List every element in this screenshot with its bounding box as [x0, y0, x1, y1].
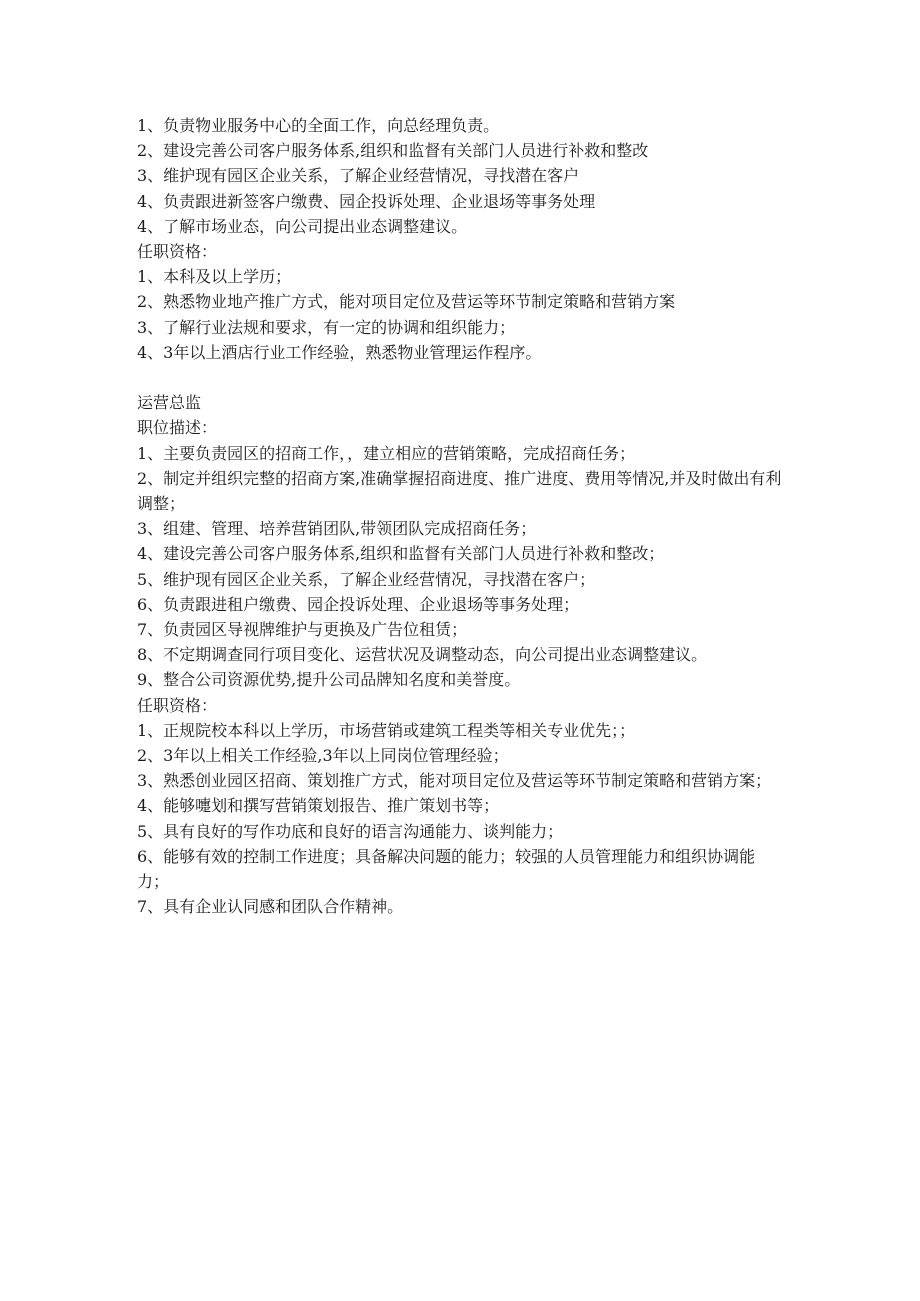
qualification-line: 2、3年以上相关工作经验,3年以上同岗位管理经验； — [137, 746, 509, 766]
duty-line: 3、组建、管理、培养营销团队,带领团队完成招商任务； — [137, 519, 537, 539]
duty-line: 2、建设完善公司客户服务体系,组织和监督有关部门人员进行补救和整改 — [137, 141, 649, 161]
qualification-line: 1、本科及以上学历； — [137, 267, 292, 287]
duty-line: 4、建设完善公司客户服务体系,组织和监督有关部门人员进行补救和整改； — [137, 544, 665, 564]
document-body — [137, 113, 787, 919]
qualification-line: 5、具有良好的写作功底和良好的语言沟通能力、谈判能力； — [137, 821, 564, 841]
section-spacer — [137, 365, 787, 390]
qualification-line: 3、熟悉创业园区招商、策划推广方式，能对项目定位及营运等环节制定策略和营销方案； — [137, 771, 772, 791]
qualification-line: 3、了解行业法规和要求，有一定的协调和组织能力； — [137, 317, 516, 337]
duty-line: 8、不定期调查同行项目变化、运营状况及调整动态，向公司提出业态调整建议。 — [137, 645, 708, 665]
qualifications-heading: 任职资格： — [137, 695, 218, 715]
duty-line: 1、负责物业服务中心的全面工作，向总经理负责。 — [137, 116, 500, 135]
qualification-line: 4、3年以上酒店行业工作经验，熟悉物业管理运作程序。 — [137, 342, 542, 362]
duty-line: 2、制定并组织完整的招商方案,准确掌握招商进度、推广进度、费用等情况,并及时做出有利调整； — [137, 468, 782, 514]
duty-line: 1、主要负责园区的招商工作，，建立相应的营销策略，完成招商任务； — [137, 443, 636, 463]
duty-line: 5、维护现有园区企业关系，了解企业经营情况，寻找潜在客户； — [137, 569, 596, 589]
qualification-line: 1、正规院校本科以上学历，市场营销或建筑工程类等相关专业优先；； — [137, 720, 636, 740]
duty-line: 6、负责跟进租户缴费、园企投诉处理、企业退场等事务处理； — [137, 594, 580, 614]
duty-line: 9、整合公司资源优势,提升公司品牌知名度和美誉度。 — [137, 670, 521, 690]
qualification-line: 6、能够有效的控制工作进度；具备解决问题的能力；较强的人员管理能力和组织协调能力； — [137, 846, 756, 892]
description-heading: 职位描述： — [137, 418, 218, 438]
duty-line: 4、负责跟进新签客户缴费、园企投诉处理、企业退场等事务处理 — [137, 191, 596, 211]
position-title: 运营总监 — [137, 393, 202, 413]
qualification-line: 4、能够嚏划和撰写营销策划报告、推广策划书等； — [137, 796, 500, 816]
duty-line: 3、维护现有园区企业关系，了解企业经营情况，寻找潜在客户 — [137, 166, 580, 186]
qualification-line: 7、具有企业认同感和团队合作精神。 — [137, 897, 404, 917]
qualification-line: 2、熟悉物业地产推广方式，能对项目定位及营运等环节制定策略和营销方案 — [137, 292, 676, 312]
qualifications-heading: 任职资格： — [137, 242, 218, 262]
duty-line: 4、了解市场业态，向公司提出业态调整建议。 — [137, 216, 468, 236]
duty-line: 7、负责园区导视牌维护与更换及广告位租赁； — [137, 620, 468, 640]
